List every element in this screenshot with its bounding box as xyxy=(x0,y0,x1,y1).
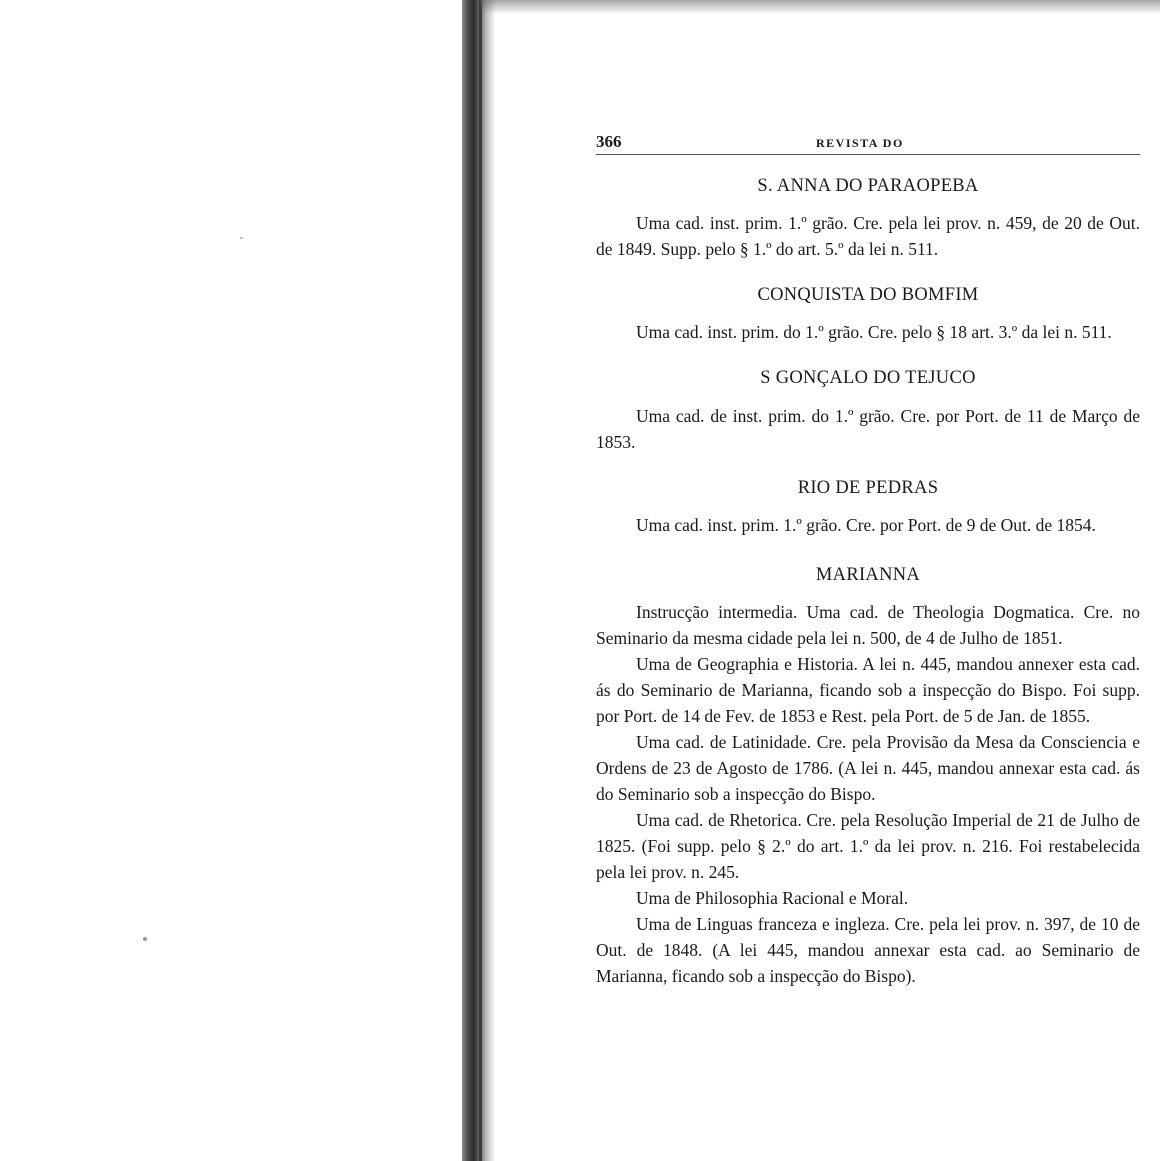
section-paragraph: Uma de Linguas franceza e ingleza. Cre. pela lei prov. n. 397, de 10 de Out. de 1848. (A lei 445, mandou annexar esta cad. ao Seminario de Marianna, ficando sob a inspecção do Bispo). xyxy=(596,913,1140,986)
section-paragraph: Uma cad. inst. prim. 1.º grão. Cre. pela lei prov. n. 459, de 20 de Out. de 1849. Supp. pelo § 1.º do art. 5.º da lei n. 511. xyxy=(596,213,1140,260)
section-title: MARIANNA xyxy=(815,564,921,585)
running-head xyxy=(596,124,1140,155)
section-rio-de-pedras xyxy=(596,477,1140,538)
section-title: S GONÇALO DO TEJUCO xyxy=(760,368,976,389)
page-top-shadow xyxy=(480,0,1160,14)
section-title: CONQUISTA DO BOMFIM xyxy=(757,285,979,306)
section-paragraph: Uma cad. inst. prim. do 1.º grão. Cre. pelo § 18 art. 3.º da lei n. 511. xyxy=(636,322,1112,343)
right-text-page xyxy=(596,124,1140,989)
section-paragraph: Uma de Philosophia Racional e Moral. xyxy=(636,887,909,908)
section-paragraph: Uma de Geographia e Historia. A lei n. 445, mandou annexer esta cad. ás do Seminario de Marianna, ficando sob a inspecção do Bispo. Foi supp. por Port. de 14 de Fev. de 1853 e Rest. pela Port. de 5 de Jan. de 1855. xyxy=(596,653,1140,726)
spine-edge xyxy=(479,0,482,1161)
section-s-goncalo xyxy=(596,367,1140,454)
left-blank-page xyxy=(0,0,462,1161)
section-title: RIO DE PEDRAS xyxy=(797,477,939,498)
section-s-anna xyxy=(596,175,1140,262)
section-paragraph: Uma cad. inst. prim. 1.º grão. Cre. por Port. de 9 de Out. de 1854. xyxy=(636,514,1096,535)
section-paragraph: Uma cad. de Rhetorica. Cre. pela Resolução Imperial de 21 de Julho de 1825. (Foi supp. pelo § 2.º do art. 1.º da lei prov. n. 216. Foi restabelecida pela lei prov. n. 245. xyxy=(596,809,1140,882)
running-title: REVISTA DO xyxy=(816,136,904,150)
paper-speck xyxy=(143,937,147,941)
section-marianna xyxy=(596,564,1140,989)
section-title: S. ANNA DO PARAOPEBA xyxy=(757,176,979,196)
section-paragraph: Instrucção intermedia. Uma cad. de Theologia Dogmatica. Cre. no Seminario da mesma cidade pela lei n. 500, de 4 de Julho de 1851. xyxy=(596,601,1140,648)
section-conquista xyxy=(596,284,1140,345)
page-number: 366 xyxy=(596,132,622,151)
paper-speck xyxy=(240,237,243,239)
section-paragraph: Uma cad. de Latinidade. Cre. pela Provisão da Mesa da Consciencia e Ordens de 23 de Agosto de 1786. (A lei n. 445, mandou annexar esta cad. ás do Seminario sob a inspecção do Bispo. xyxy=(596,731,1140,804)
section-paragraph: Uma cad. de inst. prim. do 1.º grão. Cre. por Port. de 11 de Março de 1853. xyxy=(596,405,1140,452)
